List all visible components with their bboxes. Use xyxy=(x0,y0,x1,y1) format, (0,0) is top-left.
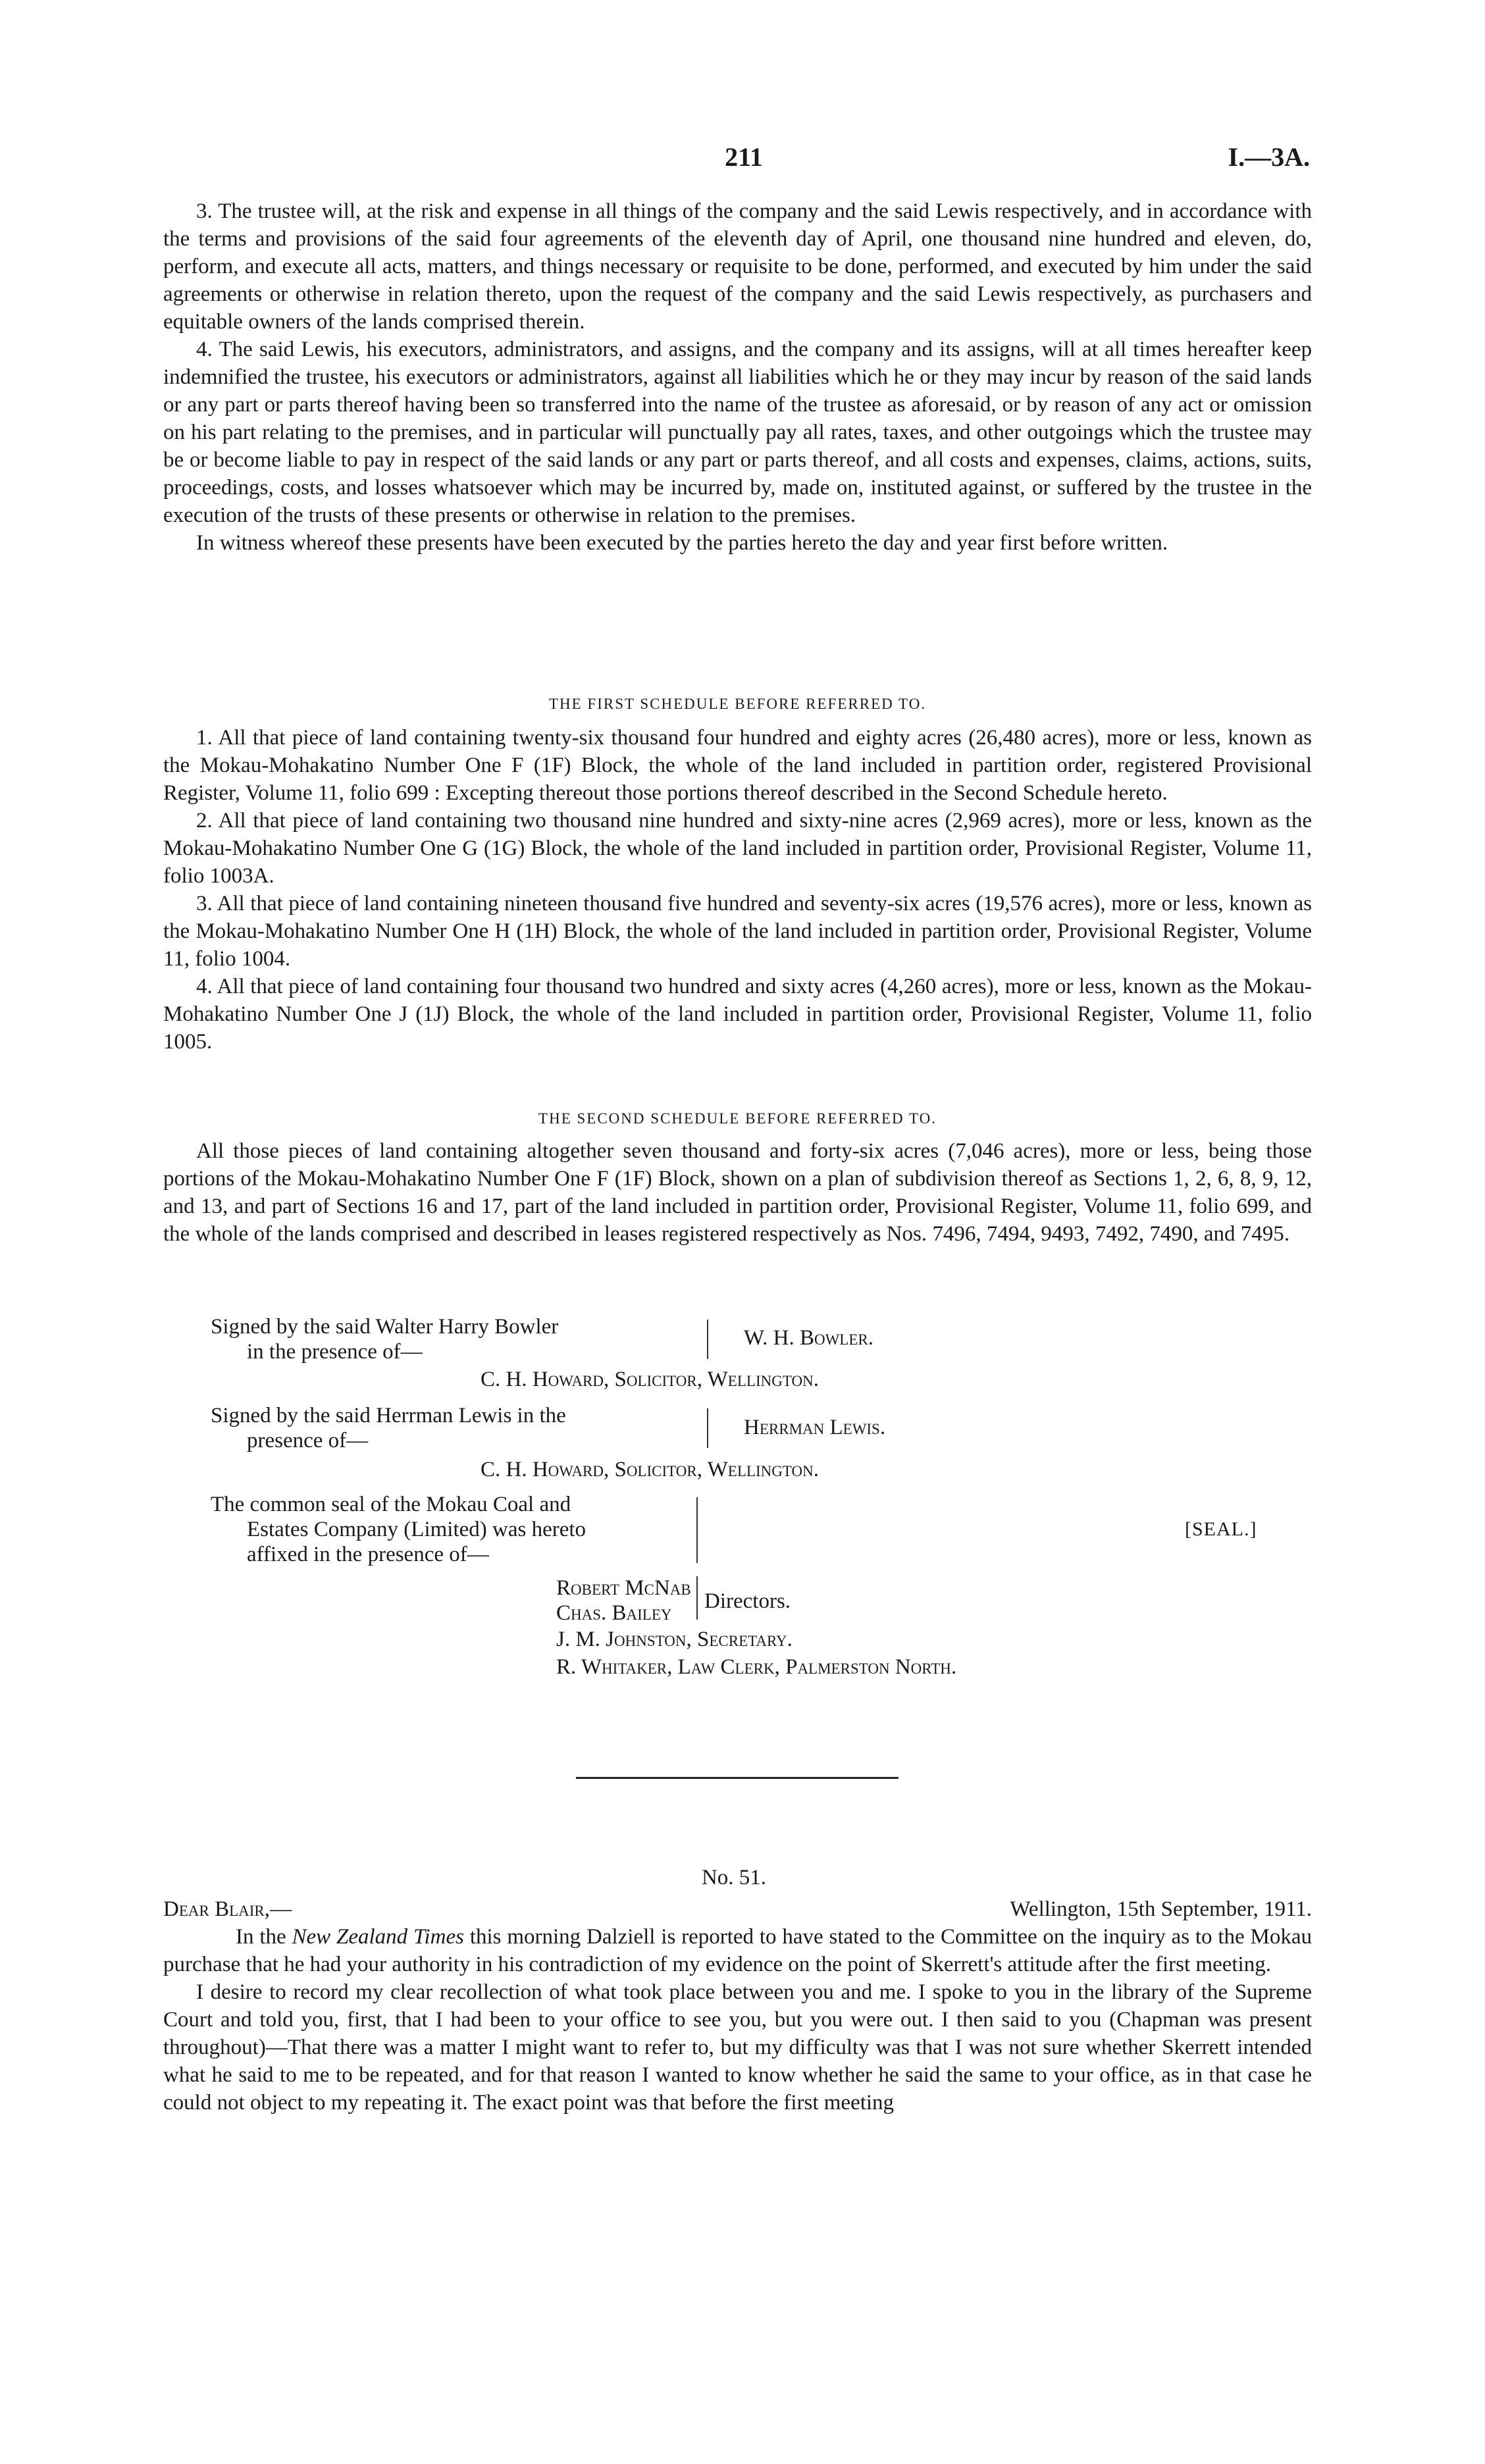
director-2: Chas. Bailey xyxy=(556,1601,672,1625)
seal-mark: [SEAL.] xyxy=(1185,1518,1257,1540)
schedule-item: 4. All that piece of land containing four thousand two hundred and sixty acres (4,260 acres), more or less, known as the Mokau-Mohakatino Number One J (1J) Block, the whole of the land included in partition order, Provisional Register, Volume 11, folio 1005. xyxy=(163,975,1312,1054)
lewis-witness xyxy=(481,1456,819,1483)
section-divider xyxy=(576,1777,899,1779)
clause-3: 3. The trustee will, at the risk and expense in all things of the company and the said Lewis respectively, and in accordance with the terms and provisions of the said four agreements of the eleventh day of April, one thousand nine hundred and eleven, do, perform, and execute all acts, matters, and things necessary or requisite to be done, performed, and executed by him under the said agreements or otherwise in relation thereto, upon the request of the company and the said Lewis respectively, as purchasers and equitable owners of the lands comprised therein. xyxy=(163,199,1312,334)
document-reference: I.—3A. xyxy=(1228,142,1310,172)
letter-number: No. 51. xyxy=(701,1866,767,1889)
directors-label: Directors. xyxy=(704,1589,791,1613)
bowler-signature-line-1: Signed by the said Walter Harry Bowler xyxy=(211,1315,559,1339)
first-schedule-heading: THE FIRST SCHEDULE BEFORE REFERRED TO. xyxy=(548,696,927,712)
second-schedule xyxy=(163,1137,1312,1248)
schedule-item: 2. All that piece of land containing two thousand nine hundred and sixty-nine acres (2,969 acres), more or less, known as the Mokau-Mohakatino Number One G (1G) Block, the whole of the land included in partition order, Provisional Register, Volume 11, folio 1003A. xyxy=(163,809,1312,888)
para1-pre: In the xyxy=(236,1925,292,1949)
clause-4: 4. The said Lewis, his executors, administrators, and assigns, and the company and its assigns, will at all times hereafter keep indemnified the trustee, his executors or administrators, against all liabilities which he or they may incur by reason of the said lands or any part or parts thereof having been so transferred into the name of the trustee as aforesaid, or by reason of any act or omission on his part relating to the premises, and in particular will punctually pay all rates, taxes, and other outgoings which the trustee may be or become liable to pay in respect of the said lands or any part or parts thereof, and all costs and expenses, claims, actions, suits, proceedings, costs, and losses whatsoever which may be incurred by, made on, instituted against, or suffered by the trustee in the execution of the trusts of these presents or otherwise in relation to the premises. xyxy=(163,338,1312,527)
brace xyxy=(692,1576,698,1620)
lewis-name: Herrman Lewis. xyxy=(744,1416,886,1439)
lewis-signature-line-1: Signed by the said Herrman Lewis in the xyxy=(211,1404,566,1427)
brace xyxy=(703,1408,708,1448)
lewis-signature-line-2: presence of— xyxy=(247,1429,369,1452)
director-1: Robert McNab xyxy=(556,1576,691,1600)
witness-text: C. H. Howard, Solicitor, Wellington. xyxy=(481,1458,819,1481)
witness-clause: In witness whereof these presents have been executed by the parties hereto the day and year first before written. xyxy=(196,531,1168,555)
bowler-witness xyxy=(481,1366,819,1393)
agreement-clauses xyxy=(163,197,1312,557)
letter-salutation: Dear Blair,— xyxy=(163,1897,292,1921)
letter-paragraph-2: I desire to record my clear recollection of what took place between you and me. I spoke to you in the library of the Supreme Court and told you, first, that I had been to your office to see you, but you were out. I then said to you (Chapman was present throughout)—That there was a matter I might want to refer to, but my difficulty was that I was not sure whether Skerrett intended what he said to me to be repeated, and for that reason I wanted to know whether he said the same to your office, as in that case he could not object to my repeating it. The exact point was that before the first meeting xyxy=(163,1980,1312,2115)
seal-line-2: Estates Company (Limited) was hereto xyxy=(247,1518,586,1541)
schedule-item: 3. All that piece of land containing nineteen thousand five hundred and seventy-six acres (19,576 acres), more or less, known as the Mokau-Mohakatino Number One H (1H) Block, the whole of the land included in partition order, Provisional Register, Volume 11, folio 1004. xyxy=(163,892,1312,971)
para1-post: this morning Dalziell is reported to have stated to the Committee on the inquiry as to the Mokau purchase that he had your authority in his contradiction of my evidence on the point of Skerrett's attitude after the first meeting. xyxy=(163,1925,1313,1976)
first-schedule xyxy=(163,724,1312,1056)
page-number: 211 xyxy=(725,142,763,172)
second-schedule-text: All those pieces of land containing altogether seven thousand and forty-six acres (7,046 acres), more or less, being those portions of the Mokau-Mohakatino Number One F (1F) Block, shown on a plan of subdivision thereof as Sections 1, 2, 6, 8, 9, 12, and 13, and part of Sections 16 and 17, part of the land included in partition order, Provisional Register, Volume 11, folio 699, and the whole of the lands comprised and described in leases registered respectively as Nos. 7496, 7494, 9493, 7492, 7490, and 7495. xyxy=(163,1139,1312,1246)
schedule-item: 1. All that piece of land containing twenty-six thousand four hundred and eighty acres (26,480 acres), more or less, known as the Mokau-Mohakatino Number One F (1F) Block, the whole of the land included in partition order, registered Provisional Register, Volume 11, folio 699 : Excepting thereout those portions thereof described in the Second Schedule hereto. xyxy=(163,726,1312,805)
letter-body xyxy=(163,1923,1312,2117)
seal-line-3: affixed in the presence of— xyxy=(247,1543,489,1566)
second-schedule-heading: THE SECOND SCHEDULE BEFORE REFERRED TO. xyxy=(538,1110,937,1127)
witness-text: C. H. Howard, Solicitor, Wellington. xyxy=(481,1368,819,1391)
brace xyxy=(703,1320,708,1359)
letter-date: Wellington, 15th September, 1911. xyxy=(1010,1897,1312,1921)
bowler-signature-line-2: in the presence of— xyxy=(247,1340,423,1364)
letter-paragraph-1 xyxy=(163,1923,1312,1978)
bowler-name: W. H. Bowler. xyxy=(744,1326,873,1350)
seal-line-1: The common seal of the Mokau Coal and xyxy=(211,1493,571,1516)
brace xyxy=(692,1497,698,1563)
newspaper-title: New Zealand Times xyxy=(292,1925,464,1949)
law-clerk: R. Whitaker, Law Clerk, Palmerston North. xyxy=(556,1655,957,1679)
secretary: J. M. Johnston, Secretary. xyxy=(556,1628,793,1651)
